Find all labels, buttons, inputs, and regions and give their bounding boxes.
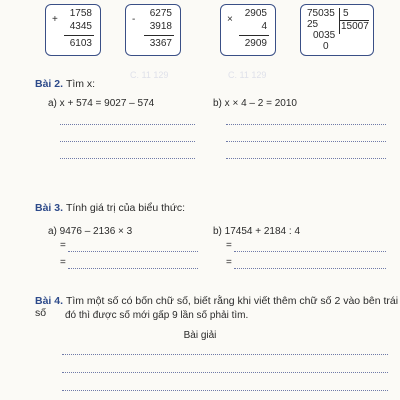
result: 2909 <box>244 38 267 49</box>
problem-text: đó thì được số mới gấp 9 lần số phải tìm. <box>65 310 249 321</box>
answer-line[interactable] <box>60 141 195 142</box>
multiplication-box <box>220 4 276 56</box>
result: 3367 <box>149 38 172 49</box>
dividend: 75035 <box>307 8 335 19</box>
problem-a: a) x + 574 = 9027 – 574 <box>48 98 155 109</box>
solution-title: Bài giải <box>183 330 217 341</box>
bleed-through-text: C. 11 129 <box>228 70 267 80</box>
operand-a: 1758 <box>69 8 92 19</box>
equals-sign: = <box>226 257 232 268</box>
result-rule <box>64 35 94 36</box>
answer-line[interactable] <box>68 251 198 252</box>
remainder: 0 <box>323 41 329 52</box>
section-instruction: Tính giá trị của biểu thức: <box>65 202 186 214</box>
answer-line[interactable] <box>226 141 386 142</box>
operator-sign: + <box>52 14 58 25</box>
problem-b: b) 17454 + 2184 : 4 <box>213 226 301 237</box>
section-instruction: Tìm x: <box>65 78 96 90</box>
operand-b: 4 <box>261 21 267 32</box>
bleed-through-text: C. 11 129 <box>130 70 169 80</box>
answer-line[interactable] <box>62 372 388 373</box>
problem-a: a) 9476 – 2136 × 3 <box>48 226 133 237</box>
operand-a: 2905 <box>244 8 267 19</box>
answer-line[interactable] <box>234 251 386 252</box>
answer-line[interactable] <box>60 124 195 125</box>
equals-sign: = <box>60 257 66 268</box>
bai3-title <box>35 202 185 214</box>
subtraction-box <box>125 4 181 56</box>
answer-line[interactable] <box>226 158 386 159</box>
operator-sign: × <box>227 14 233 25</box>
section-label: Bài 2. <box>35 78 64 90</box>
problem-b: b) x × 4 – 2 = 2010 <box>213 98 297 109</box>
answer-line[interactable] <box>234 268 386 269</box>
division-box <box>300 4 374 56</box>
answer-line[interactable] <box>62 390 388 391</box>
division-step: 0035 <box>313 30 336 41</box>
divisor: 5 <box>343 8 349 19</box>
result-rule <box>239 35 269 36</box>
section-label: Bài 3. <box>35 202 64 214</box>
problem-text: Tìm một số có bốn chữ số, biết rằng khi viết thêm chữ số 2 vào bên trái số <box>35 295 399 319</box>
bai2-title <box>35 78 95 90</box>
quotient: 15007 <box>341 21 369 32</box>
addition-box <box>45 4 101 56</box>
division-step: 25 <box>307 19 319 30</box>
equals-sign: = <box>226 240 232 251</box>
answer-line[interactable] <box>60 158 195 159</box>
operand-a: 6275 <box>149 8 172 19</box>
equals-sign: = <box>60 240 66 251</box>
section-label: Bài 4. <box>35 295 64 307</box>
answer-line[interactable] <box>226 124 386 125</box>
answer-line[interactable] <box>68 268 198 269</box>
answer-line[interactable] <box>62 354 388 355</box>
operator-sign: - <box>132 14 136 25</box>
result: 6103 <box>69 38 92 49</box>
operand-b: 3918 <box>149 21 172 32</box>
result-rule <box>144 35 174 36</box>
operand-b: 4345 <box>69 21 92 32</box>
